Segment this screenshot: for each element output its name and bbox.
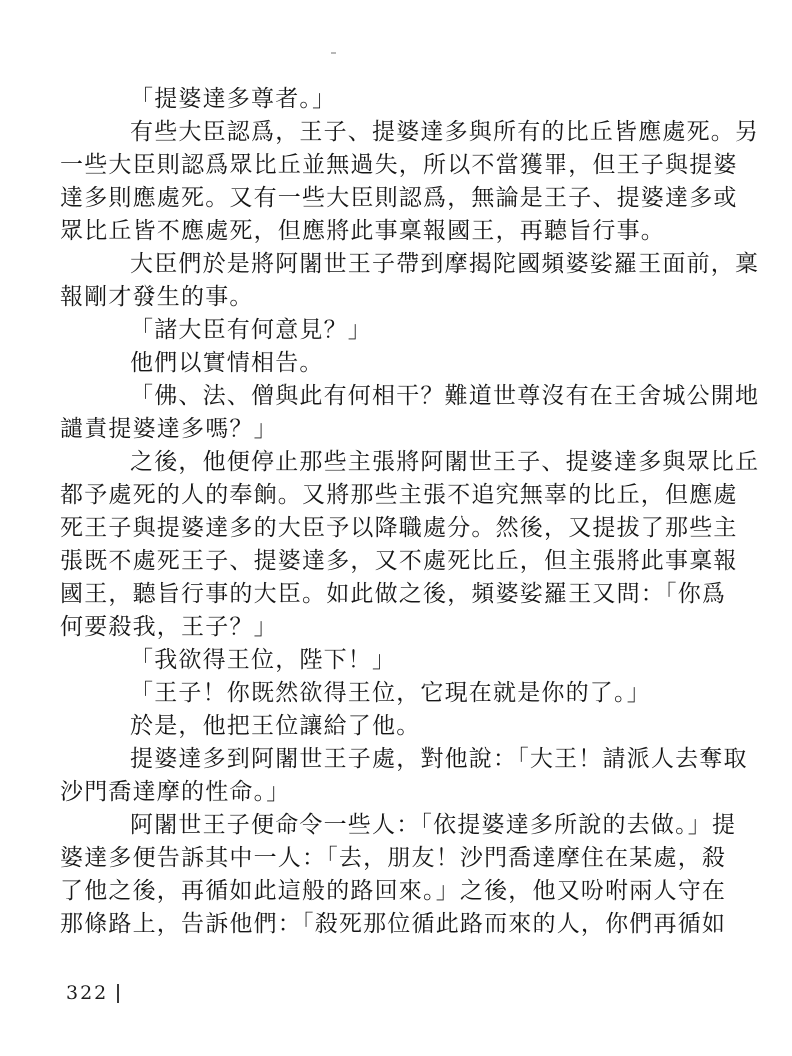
text-line: 張既不處死王子、提婆達多，又不處死比丘，但主張將此事稟報 — [60, 548, 738, 573]
text-line: 「諸大臣有何意見？」 — [130, 317, 372, 342]
text-line: 於是，他把王位讓給了他。 — [130, 713, 421, 738]
text-line: 了他之後，再循如此這般的路回來。」之後，他又吩咐兩人守在 — [60, 878, 727, 903]
text-line: 譴責提婆達多嗎？」 — [60, 416, 278, 441]
text-line: 大臣們於是將阿闍世王子帶到摩揭陀國頻婆娑羅王面前，稟 — [130, 251, 760, 276]
text-line: 沙門喬達摩的性命。」 — [60, 779, 291, 804]
scan-speck — [331, 52, 336, 54]
page-footer — [66, 981, 119, 1005]
page-text — [60, 82, 760, 940]
text-line: 「提婆達多尊者。」 — [130, 86, 337, 111]
text-line: 死王子與提婆達多的大臣予以降職處分。然後，又提拔了那些主 — [60, 515, 738, 540]
text-line: 阿闍世王子便命令一些人：「依提婆達多所說的去做。」提 — [130, 812, 737, 837]
text-line: 那條路上，告訴他們：「殺死那位循此路而來的人，你們再循如 — [60, 911, 727, 936]
text-line: 他們以實情相告。 — [130, 350, 324, 375]
text-line: 婆達多便告訴其中一人：「去，朋友！沙門喬達摩住在某處，殺 — [60, 845, 727, 870]
page-number: 322 — [66, 982, 109, 1004]
text-line: 國王，聽旨行事的大臣。如此做之後，頻婆娑羅王又問：「你爲 — [60, 581, 727, 606]
text-line: 「佛、法、僧與此有何相干？難道世尊沒有在王舍城公開地 — [130, 383, 760, 408]
text-line: 之後，他便停止那些主張將阿闍世王子、提婆達多與眾比丘 — [130, 449, 760, 474]
text-line: 報剛才發生的事。 — [60, 284, 254, 309]
text-line: 都予處死的人的奉餉。又將那些主張不追究無辜的比丘，但應處 — [60, 482, 738, 507]
text-line: 眾比丘皆不應處死，但應將此事稟報國王，再聽旨行事。 — [60, 218, 665, 243]
footer-rule — [117, 984, 119, 1003]
text-line: 達多則應處死。又有一些大臣則認爲，無論是王子、提婆達多或 — [60, 185, 738, 210]
text-line: 一些大臣則認爲眾比丘並無過失，所以不當獲罪，但王子與提婆 — [60, 152, 738, 177]
text-line: 何要殺我，王子？」 — [60, 614, 278, 639]
text-line: 有些大臣認爲，王子、提婆達多與所有的比丘皆應處死。另 — [130, 119, 760, 144]
text-line: 提婆達多到阿闍世王子處，對他說：「大王！請派人去奪取 — [130, 746, 748, 771]
text-line: 「我欲得王位，陛下！」 — [130, 647, 397, 672]
text-line: 「王子！你既然欲得王位，它現在就是你的了。」 — [130, 680, 651, 705]
